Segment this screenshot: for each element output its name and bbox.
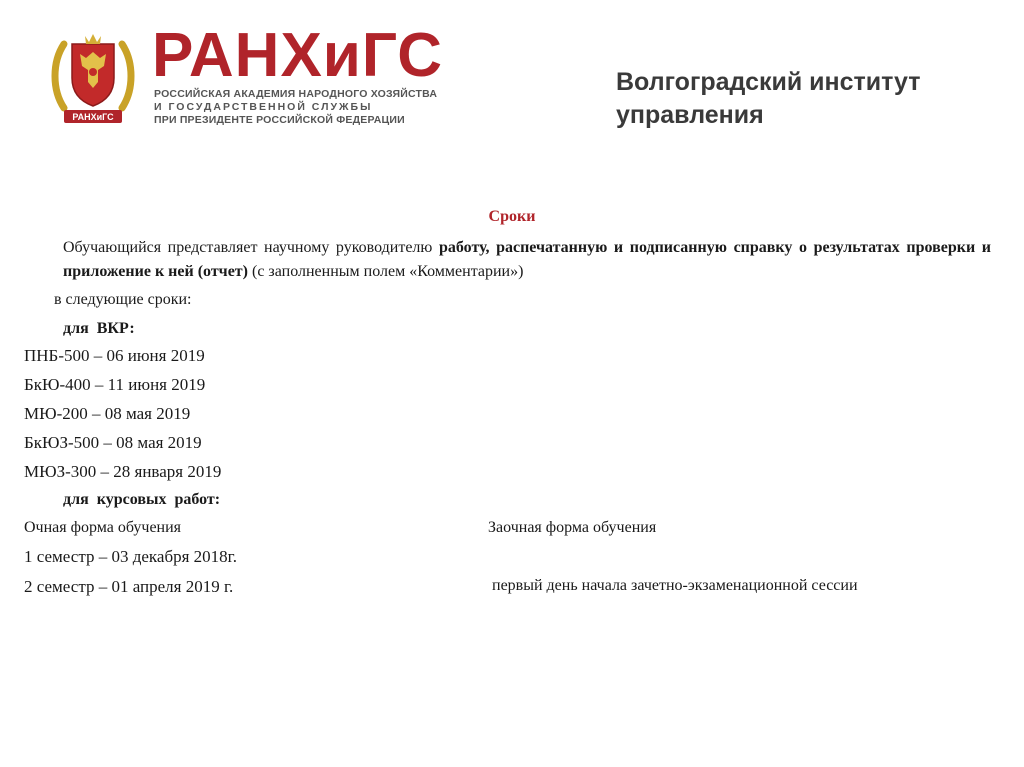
emblem-ribbon-text: РАНХиГС <box>72 112 114 122</box>
full-time-label: Очная форма обучения <box>24 519 182 536</box>
intro-text-start: Обучающийся представляет научному руководителю <box>63 239 439 256</box>
institute-name-line-2: управления <box>616 101 764 129</box>
institute-name <box>616 66 920 132</box>
brand-subtitle-line-1: РОССИЙСКАЯ АКАДЕМИЯ НАРОДНОГО ХОЗЯЙСТВА <box>154 88 438 100</box>
vkr-deadline-item: МЮЗ-300 – 28 января 2019 <box>24 462 222 481</box>
semester-2-deadline: 2 семестр – 01 апреля 2019 г. <box>24 577 234 596</box>
double-headed-eagle-emblem-icon <box>50 26 136 130</box>
vkr-deadline-item: БкЮ-400 – 11 июня 2019 <box>24 375 206 394</box>
terms-label: в следующие сроки: <box>54 291 192 308</box>
vkr-label: для ВКР: <box>63 320 135 337</box>
part-time-deadline: первый день начала зачетно-экзаменационной сессии <box>492 577 858 594</box>
vkr-deadline-item: БкЮЗ-500 – 08 мая 2019 <box>24 433 202 452</box>
coursework-label: для курсовых работ: <box>63 491 221 508</box>
vkr-deadline-item: ПНБ-500 – 06 июня 2019 <box>24 346 205 365</box>
intro-text-end: (с заполненным полем «Комментарии») <box>248 263 524 280</box>
brand-subtitle-line-3: ПРИ ПРЕЗИДЕНТЕ РОССИЙСКОЙ ФЕДЕРАЦИИ <box>154 114 405 126</box>
semester-1-deadline: 1 семестр – 03 декабря 2018г. <box>24 547 237 566</box>
brand-subtitle-line-2: И ГОСУДАРСТВЕННОЙ СЛУЖБЫ <box>154 101 373 113</box>
ranepa-emblem <box>50 26 136 130</box>
intro-text-bold: работу, распечатанную и подписанную справку о результатах проверки и приложение к ней (отчет) <box>63 239 992 280</box>
brand-name: РАНХиГС <box>152 21 444 90</box>
intro-paragraph <box>63 236 991 284</box>
section-heading: Сроки <box>488 208 536 225</box>
vkr-deadline-item: МЮ-200 – 08 мая 2019 <box>24 404 191 423</box>
part-time-label: Заочная форма обучения <box>488 519 657 536</box>
institute-name-line-1: Волгоградский институт <box>616 68 921 96</box>
